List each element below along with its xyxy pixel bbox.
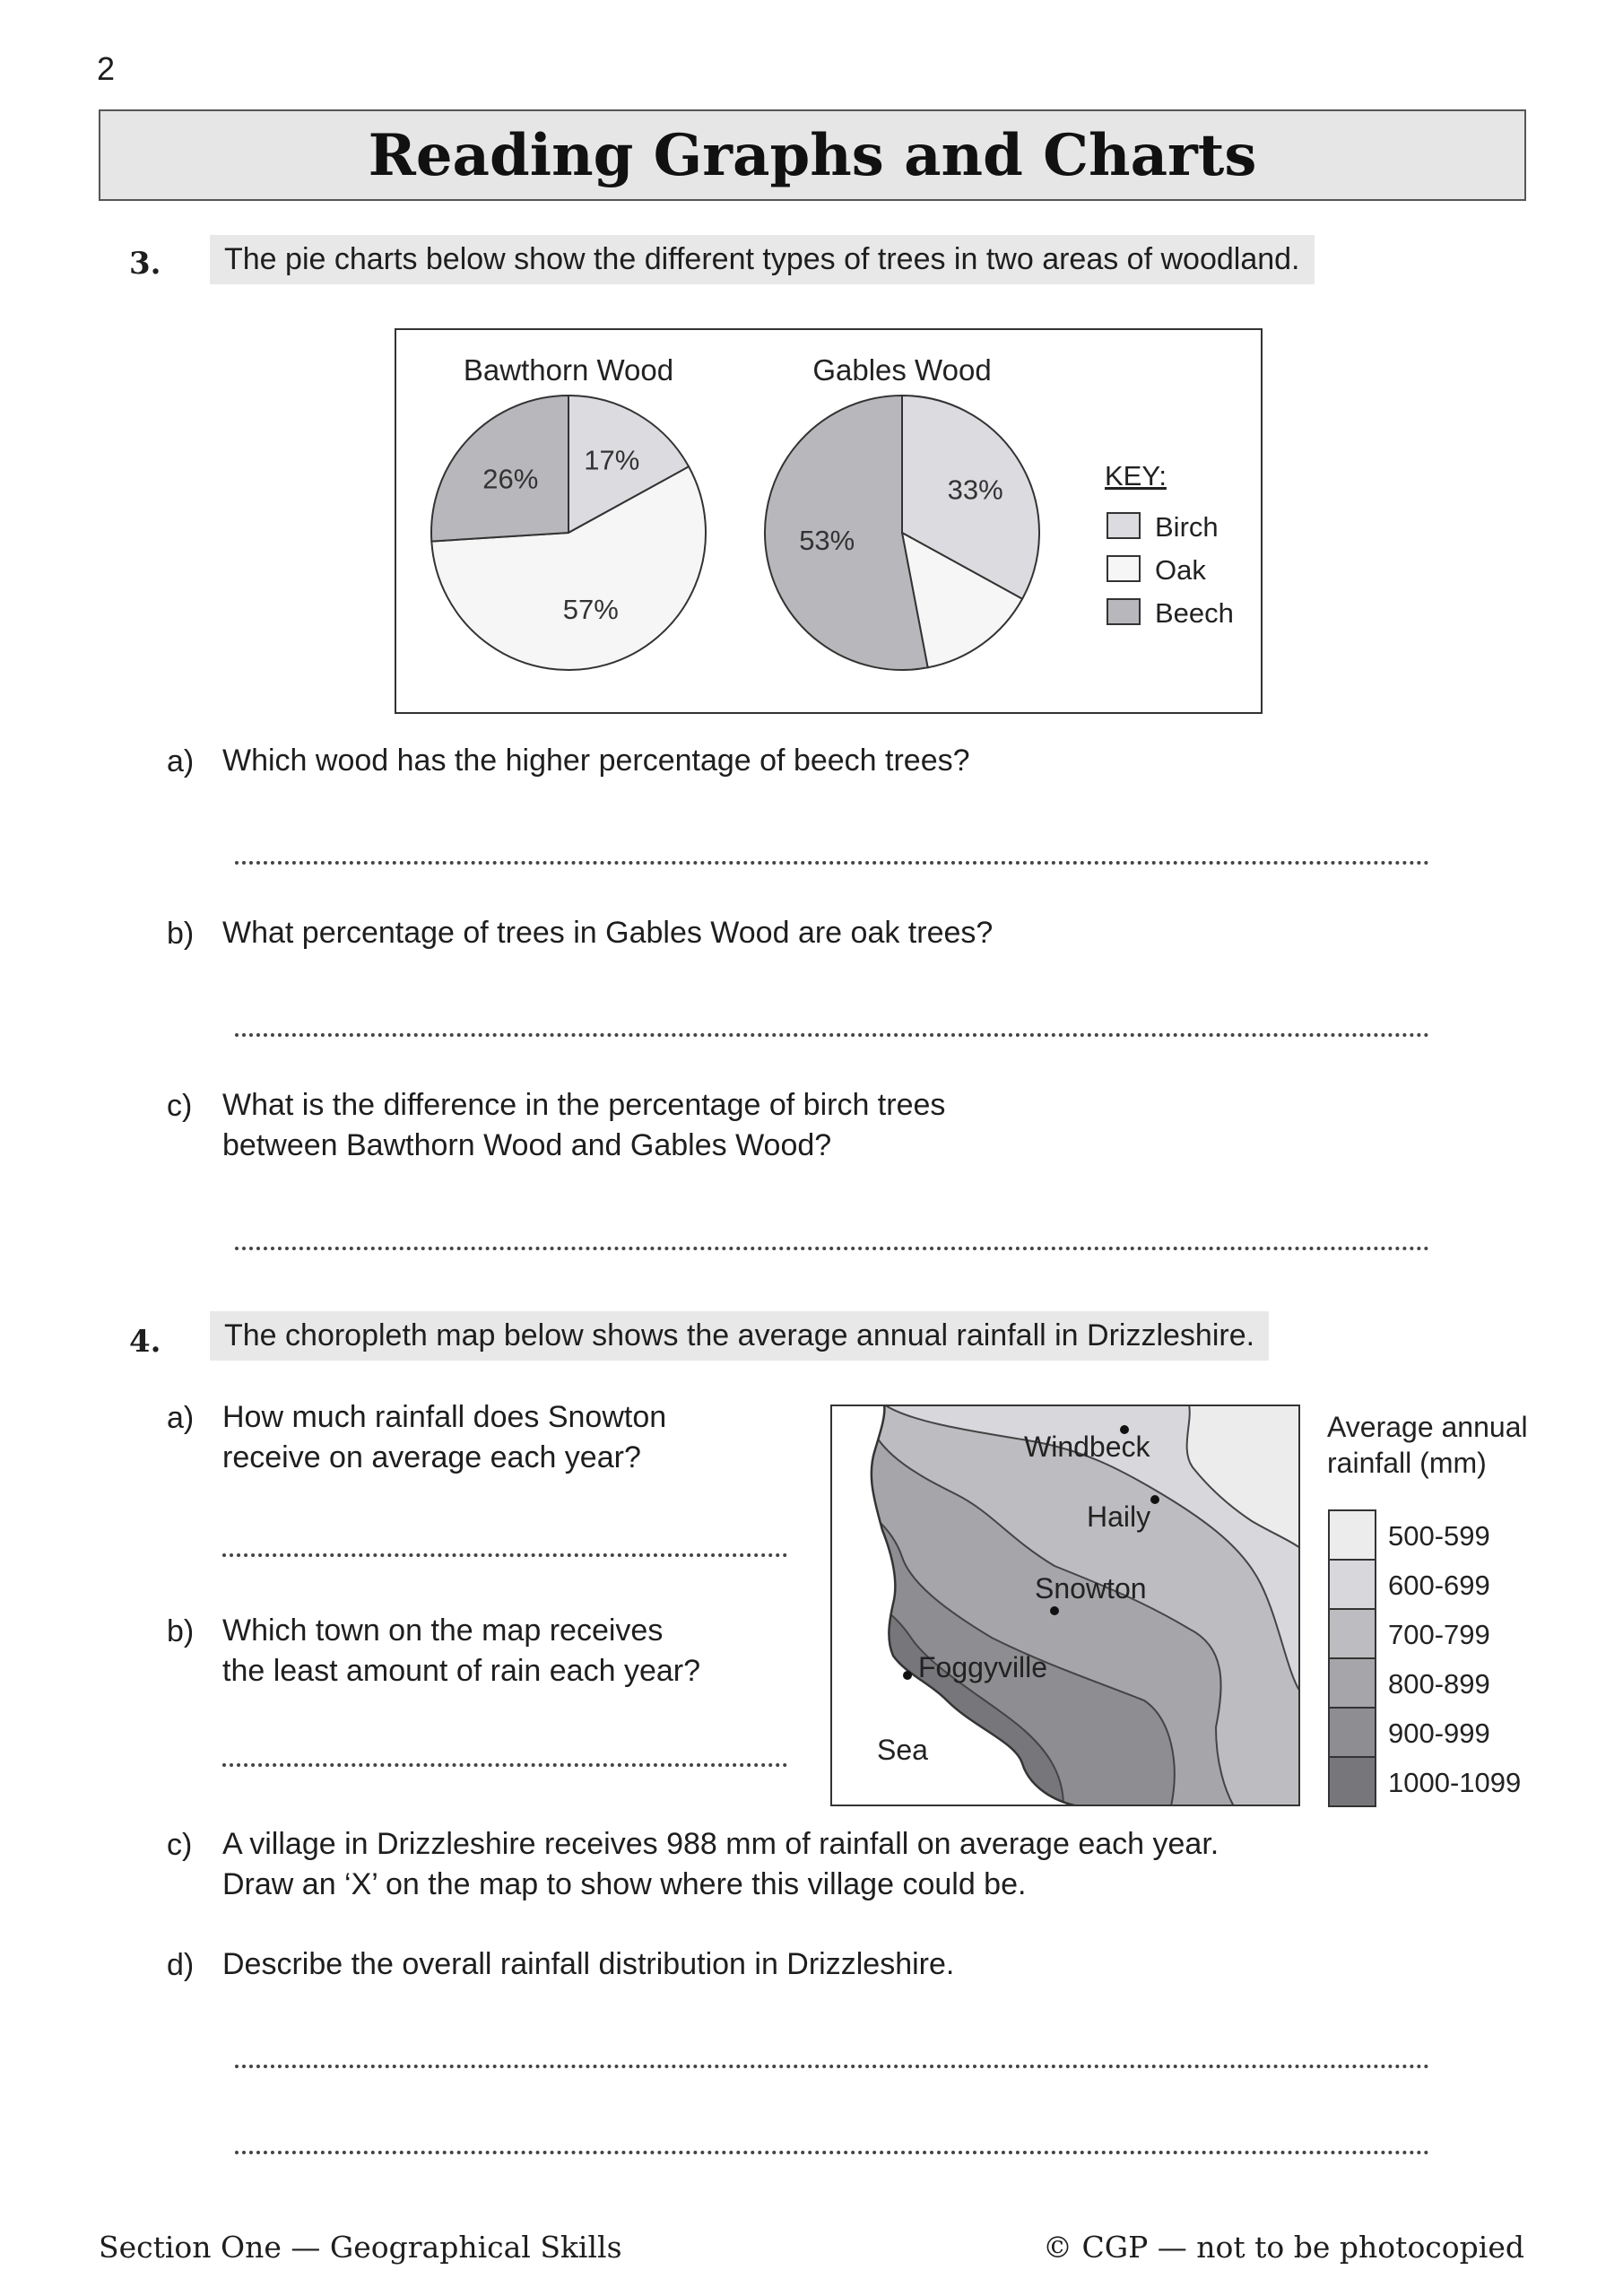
sea-label: Sea [877, 1734, 928, 1766]
q4d-letter: d) [167, 1948, 195, 1982]
q3a-letter: a) [167, 744, 195, 778]
haily-marker [1150, 1495, 1159, 1504]
pie-label-beech: 26% [482, 463, 539, 495]
q4a-letter: a) [167, 1401, 195, 1435]
title-banner [99, 109, 1526, 201]
legend-swatch-oak [1107, 556, 1140, 581]
q4a-line1: How much rainfall does Snowton [222, 1400, 667, 1434]
q3a-answer-line[interactable] [235, 861, 1429, 865]
q3b-letter: b) [167, 917, 195, 951]
q3c-letter: c) [167, 1089, 193, 1123]
q3c-line2: between Bawthorn Wood and Gables Wood? [222, 1128, 832, 1162]
pie-label-birch: 17% [584, 444, 640, 476]
legend-range-800-899: 800-899 [1388, 1668, 1490, 1700]
legend-label-beech: Beech [1155, 597, 1234, 629]
legend-range-600-699: 600-699 [1388, 1570, 1490, 1601]
choropleth-map[interactable] [830, 1405, 1300, 1806]
legend-label-oak: Oak [1155, 554, 1206, 586]
q3a-text: Which wood has the higher percentage of beech trees? [222, 744, 970, 778]
q4b-line1: Which town on the map receives [222, 1613, 664, 1648]
legend-band-1000-1099 [1329, 1757, 1376, 1806]
legend-swatch-birch [1107, 513, 1140, 538]
pie-label-oak: 57% [562, 594, 619, 626]
page-number: 2 [97, 50, 116, 87]
legend-title: KEY: [1105, 460, 1167, 491]
town-label-haily: Haily [1087, 1500, 1151, 1533]
legend-label-birch: Birch [1155, 511, 1219, 543]
legend-band-500-599 [1329, 1510, 1376, 1560]
town-label-windbeck: Windbeck [1024, 1431, 1150, 1463]
question-3-number: 3. [129, 246, 161, 282]
q3b-text: What percentage of trees in Gables Wood are oak trees? [222, 916, 994, 950]
question-3-intro: The pie charts below show the different types of trees in two areas of woodland. [210, 235, 1315, 284]
legend-band-700-799 [1329, 1609, 1376, 1658]
q4a-answer-line[interactable] [222, 1553, 787, 1557]
q4d-answer-line-1[interactable] [235, 2065, 1429, 2068]
legend-band-800-899 [1329, 1658, 1376, 1708]
legend-band-600-699 [1329, 1560, 1376, 1609]
q4b-letter: b) [167, 1614, 195, 1648]
q3b-answer-line[interactable] [235, 1033, 1429, 1037]
foggyville-marker [903, 1671, 912, 1680]
q4b-line2: the least amount of rain each year? [222, 1654, 700, 1688]
q3c-answer-line[interactable] [235, 1247, 1429, 1250]
pie-gables [765, 396, 1039, 670]
pie-label-beech: 53% [799, 524, 855, 556]
town-label-foggyville: Foggyville [918, 1651, 1048, 1683]
legend-title-line2: rainfall (mm) [1327, 1447, 1487, 1479]
question-4-intro: The choropleth map below shows the average annual rainfall in Drizzleshire. [210, 1311, 1269, 1361]
pie-bawthorn [431, 396, 706, 670]
page-title: Reading Graphs and Charts [368, 121, 1257, 189]
legend-range-700-799: 700-799 [1388, 1619, 1490, 1650]
question-4-number: 4. [129, 1324, 161, 1360]
legend-swatch-beech [1107, 599, 1140, 624]
q4d-text: Describe the overall rainfall distribution in Drizzleshire. [222, 1947, 955, 1981]
footer-copyright: © CGP — not to be photocopied [1043, 2230, 1524, 2265]
legend-title-line1: Average annual [1327, 1411, 1528, 1443]
q4b-answer-line[interactable] [222, 1763, 787, 1767]
q4c-line2: Draw an ‘X’ on the map to show where this village could be. [222, 1867, 1027, 1901]
legend-range-900-999: 900-999 [1388, 1718, 1490, 1749]
pie-chart-figure [395, 328, 1264, 716]
legend-range-1000-1099: 1000-1099 [1388, 1767, 1522, 1798]
pie-label-birch: 33% [947, 474, 1003, 506]
footer-section: Section One — Geographical Skills [99, 2230, 622, 2265]
q4a-line2: receive on average each year? [222, 1440, 641, 1474]
q3c-line1: What is the difference in the percentage of birch trees [222, 1088, 946, 1122]
pie-title-gables: Gables Wood [812, 353, 992, 387]
legend-bands [1329, 1510, 1521, 1806]
rainfall-legend [1318, 1405, 1551, 1817]
legend-range-500-599: 500-599 [1388, 1520, 1490, 1552]
legend-band-900-999 [1329, 1708, 1376, 1757]
town-label-snowton: Snowton [1035, 1572, 1147, 1605]
pie-title-bawthorn: Bawthorn Wood [463, 353, 674, 387]
q4d-answer-line-2[interactable] [235, 2151, 1429, 2154]
q4c-line1: A village in Drizzleshire receives 988 mm of rainfall on average each year. [222, 1827, 1219, 1861]
snowton-marker [1050, 1606, 1059, 1615]
q4c-letter: c) [167, 1828, 193, 1862]
